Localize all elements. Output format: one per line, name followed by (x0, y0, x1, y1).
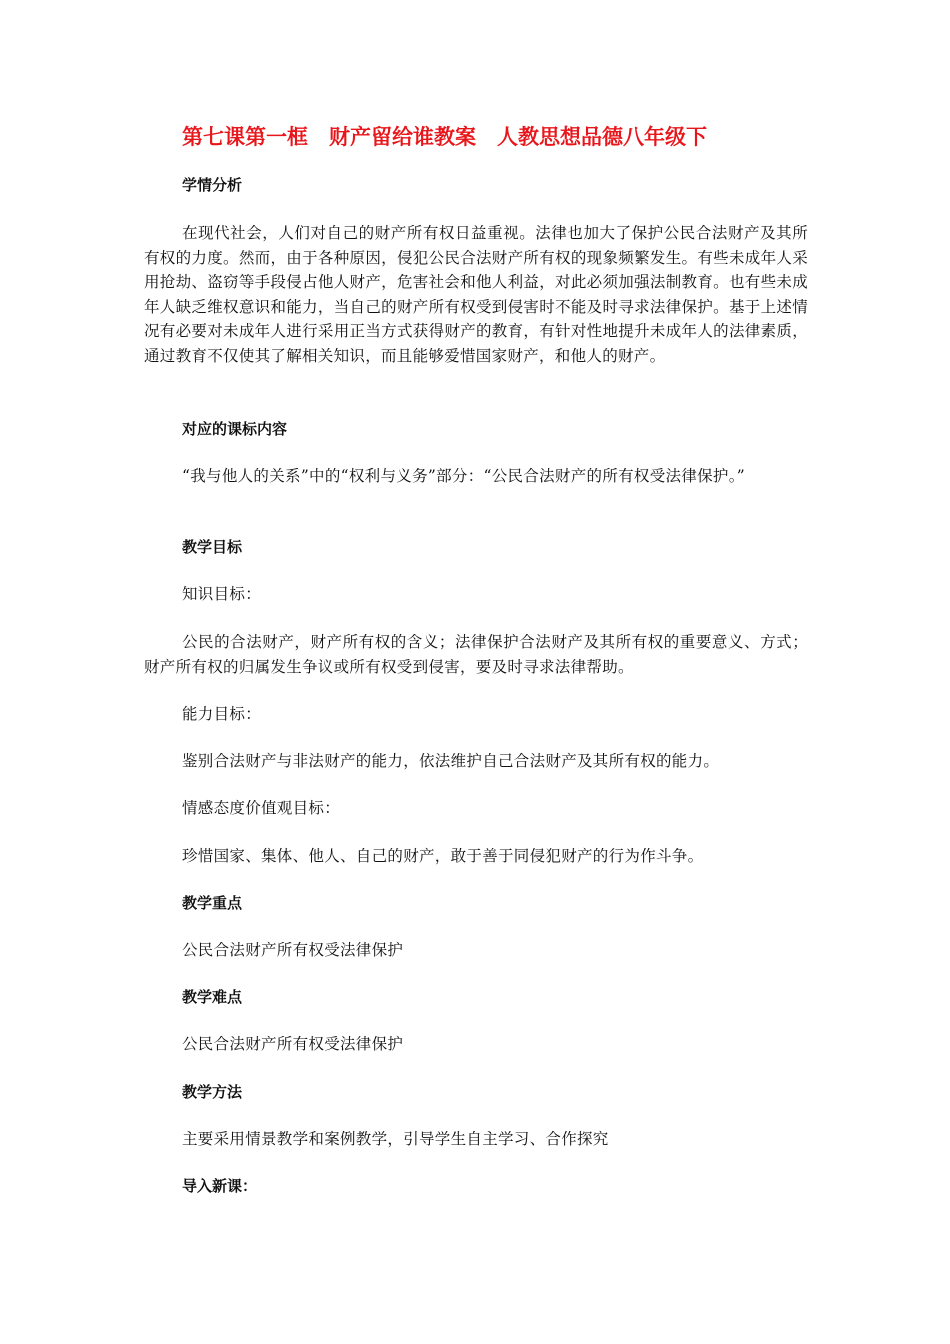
section-heading-objectives: 教学目标 (182, 538, 243, 556)
ability-objective-label: 能力目标： (182, 705, 262, 723)
document-title: 第七课第一框 财产留给谁教案 人教思想品德八年级下 (182, 125, 707, 149)
ability-objective-text: 鉴别合法财产与非法财产的能力，依法维护自己合法财产及其所有权的能力。 (182, 752, 720, 770)
paragraph-standards: “我与他人的关系”中的“权利与义务”部分：“公民合法财产的所有权受法律保护。” (182, 467, 745, 485)
section-heading-situation: 学情分析 (182, 176, 243, 194)
section-heading-methods: 教学方法 (182, 1083, 243, 1101)
knowledge-objective-text: 公民的合法财产，财产所有权的含义；法律保护合法财产及其所有权的重要意义、方式；财产所有权的归属发生争议或所有权受到侵害，要及时寻求法律帮助。 (144, 633, 808, 676)
knowledge-objective-label: 知识目标： (182, 585, 262, 603)
key-points-text: 公民合法财产所有权受法律保护 (182, 941, 404, 959)
paragraph-situation: 在现代社会，人们对自己的财产所有权日益重视。法律也加大了保护公民合法财产及其所有权的力度。然而，由于各种原因，侵犯公民合法财产所有权的现象频繁发生。有些未成年人采用抢劫、盗窃等手段侵占他人财产，危害社会和他人利益，对此必须加强法制教育。也有些未成年人缺乏维权意识和能力，当自己的财产所有权受到侵害时不能及时寻求法律保护。基于上述情况有必要对未成年人进行采用正当方式获得财产的教育，有针对性地提升未成年人的法律素质，通过教育不仅使其了解相关知识，而且能够爱惜国家财产，和他人的财产。 (144, 224, 808, 365)
emotion-objective-label: 情感态度价值观目标： (182, 799, 341, 817)
methods-text: 主要采用情景教学和案例教学，引导学生自主学习、合作探究 (182, 1130, 609, 1148)
section-heading-introduction: 导入新课： (182, 1177, 258, 1195)
difficulties-text: 公民合法财产所有权受法律保护 (182, 1035, 404, 1053)
section-heading-standards: 对应的课标内容 (182, 420, 288, 438)
emotion-objective-text: 珍惜国家、集体、他人、自己的财产，敢于善于同侵犯财产的行为作斗争。 (182, 847, 704, 865)
section-heading-key-points: 教学重点 (182, 894, 243, 912)
section-heading-difficulties: 教学难点 (182, 988, 243, 1006)
